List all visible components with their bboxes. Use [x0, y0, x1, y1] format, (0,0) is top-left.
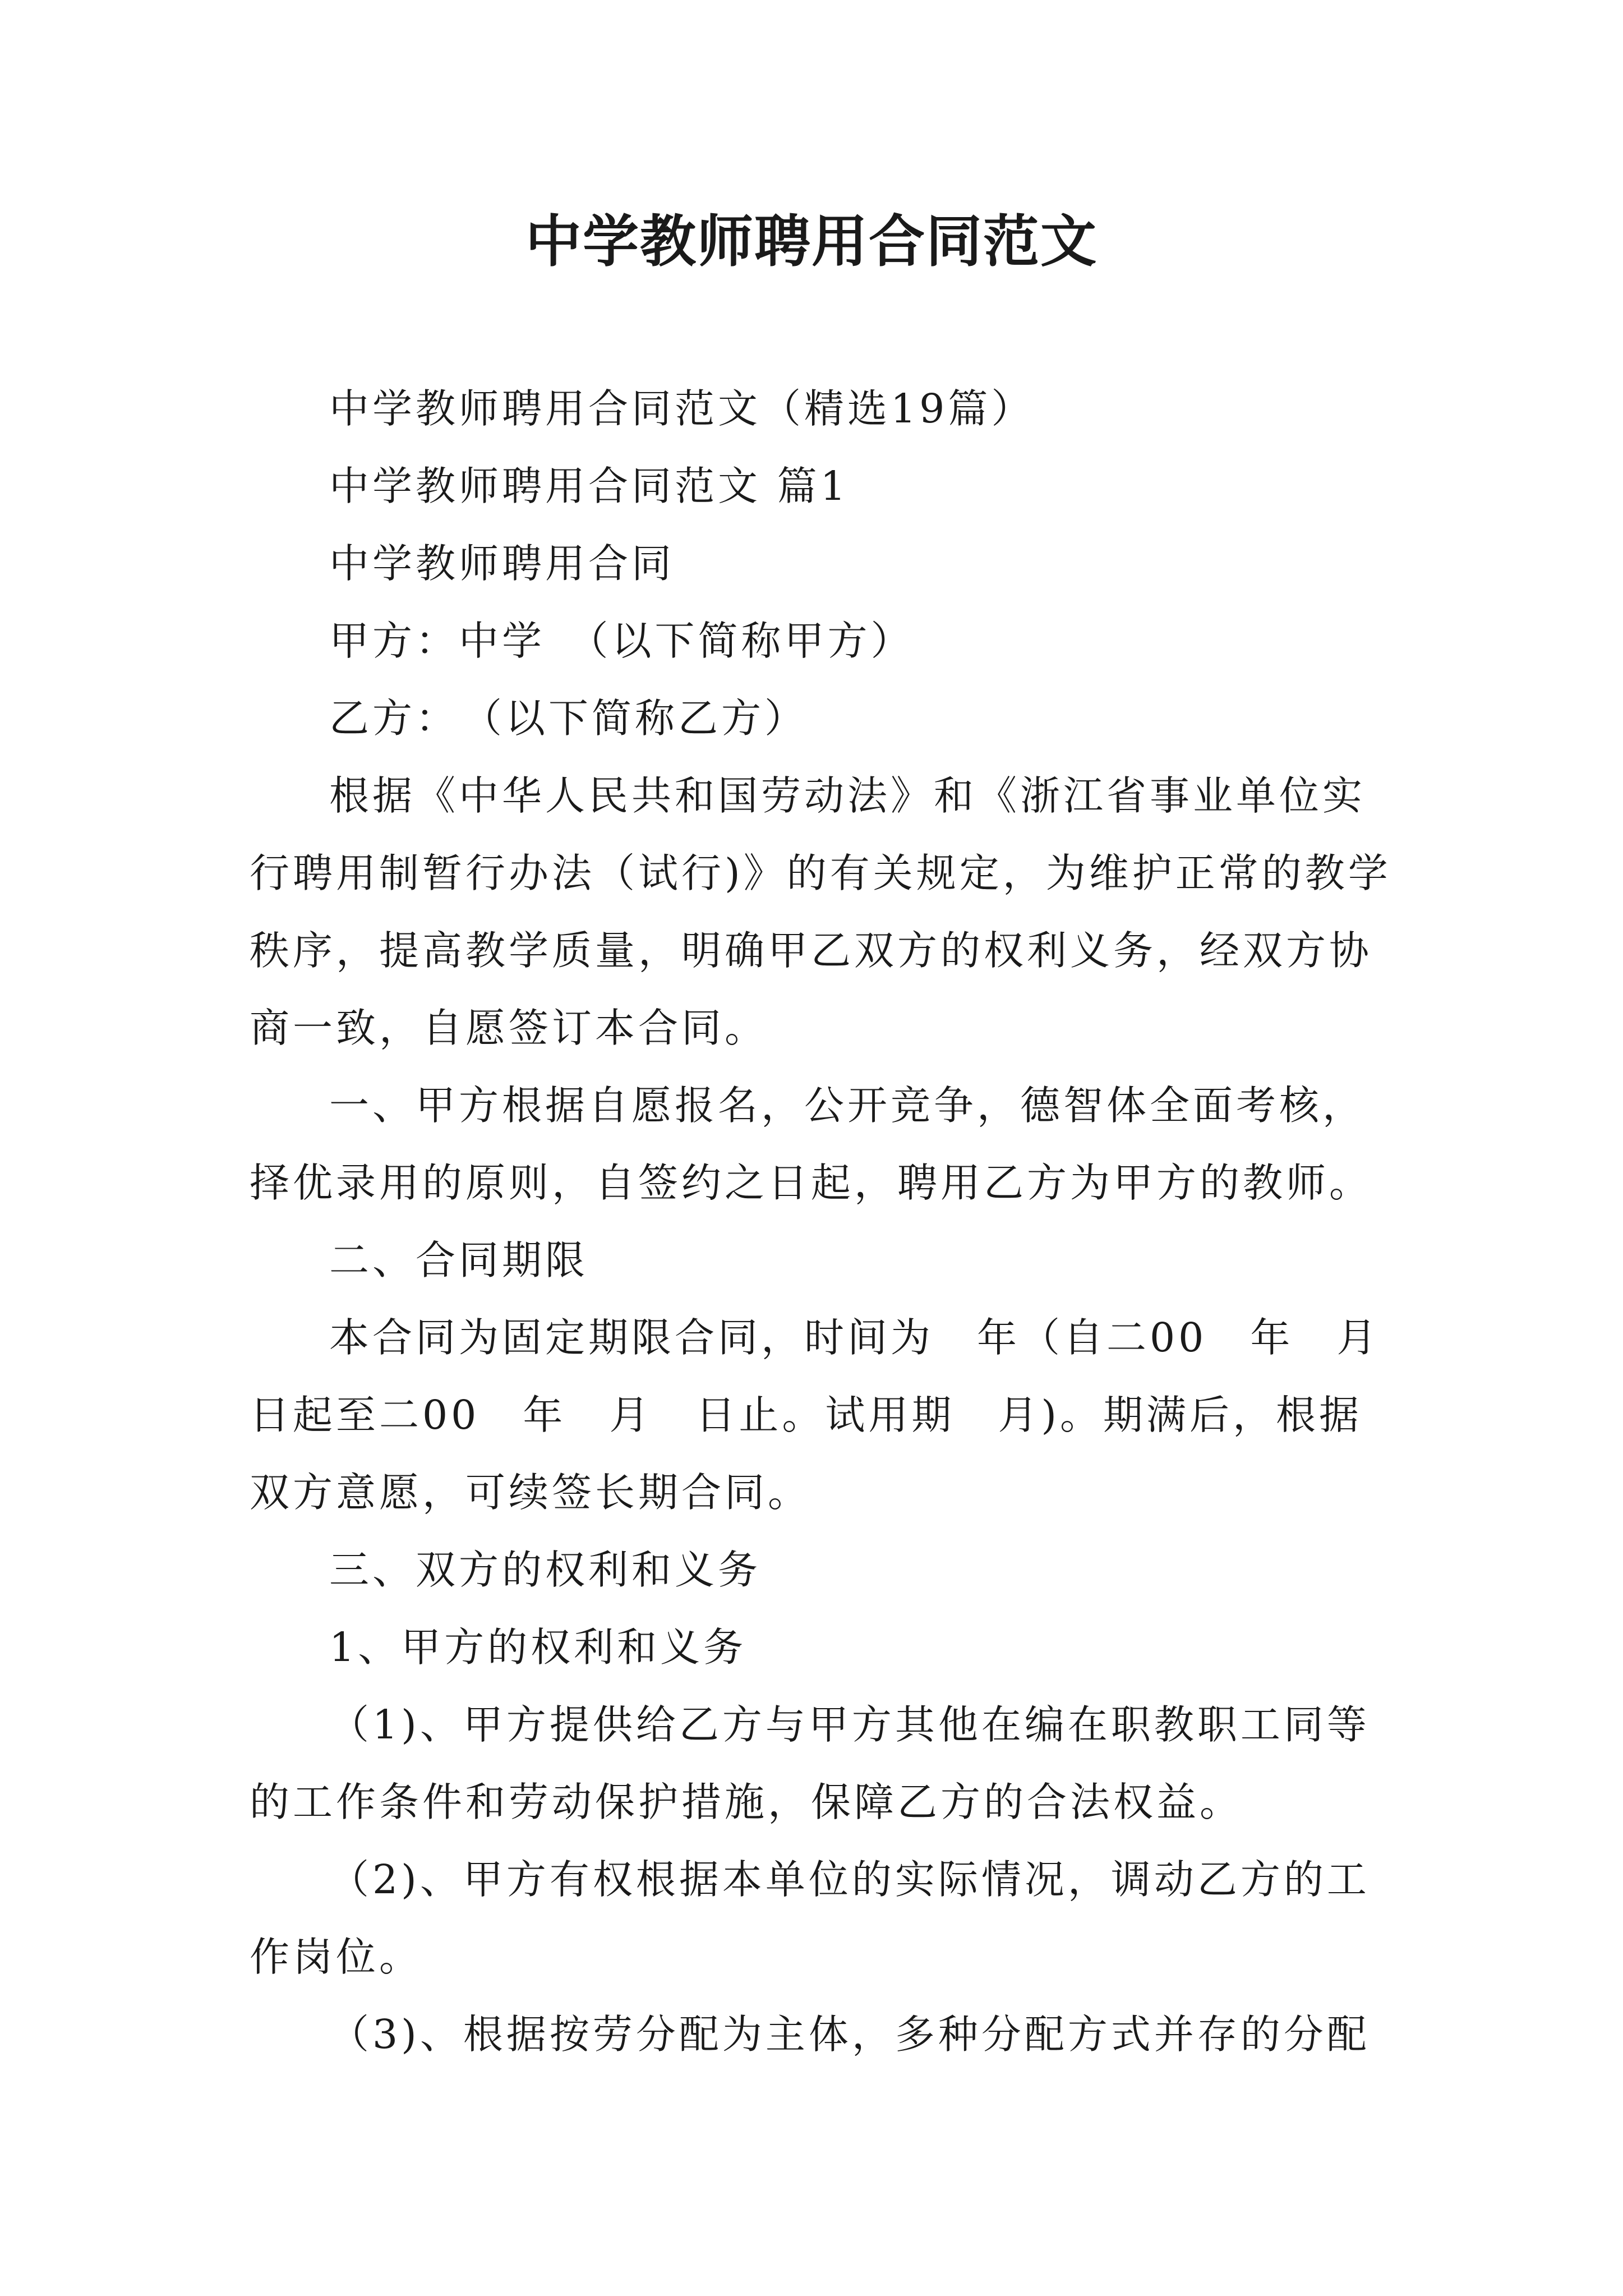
paragraph-clause-3-1-2: （2)、甲方有权根据本单位的实际情况，调动乙方的工作岗位。 — [250, 1856, 1370, 1980]
paragraph-clause-2-heading: 二、合同期限 — [329, 1237, 589, 1283]
paragraph-clause-3-1-3: （3)、根据按劳分配为主体，多种分配方式并存的分配 — [329, 2011, 1370, 2058]
paragraph-clause-3-heading: 三、双方的权利和义务 — [329, 1547, 762, 1593]
document-body — [250, 370, 1423, 2073]
paragraph-subtitle: 中学教师聘用合同范文（精选19篇） — [329, 385, 1035, 432]
paragraph-contract-name: 中学教师聘用合同 — [329, 540, 675, 587]
paragraph-clause-1: 一、甲方根据自愿报名，公开竞争，德智体全面考核，择优录用的原则，自签约之日起，聘用乙方为甲方的教师。 — [250, 1082, 1373, 1206]
paragraph-party-b: 乙方： （以下简称乙方） — [329, 695, 808, 742]
paragraph-preamble: 根据《中华人民共和国劳动法》和《浙江省事业单位实行聘用制暂行办法（试行)》的有关规定，为维护正常的教学秩序，提高教学质量，明确甲乙双方的权利义务，经双方协商一致，自愿签订本合同。 — [250, 772, 1391, 1051]
paragraph-party-a: 甲方：中学 （以下简称甲方） — [329, 618, 914, 664]
paragraph-clause-3-1-1: （1)、甲方提供给乙方与甲方其他在编在职教职工同等的工作条件和劳动保护措施，保障乙方的合法权益。 — [250, 1701, 1370, 1825]
paragraph-clause-2-term: 本合同为固定期限合同，时间为 年（自二00 年 月 日起至二00 年 月 日止。试用期 月)。期满后，根据双方意愿，可续签长期合同。 — [250, 1314, 1423, 1516]
document-title: 中学教师聘用合同范文 — [525, 208, 1098, 274]
paragraph-section-heading: 中学教师聘用合同范文 篇1 — [329, 463, 849, 509]
paragraph-clause-3-1-heading: 1、甲方的权利和义务 — [329, 1624, 747, 1671]
